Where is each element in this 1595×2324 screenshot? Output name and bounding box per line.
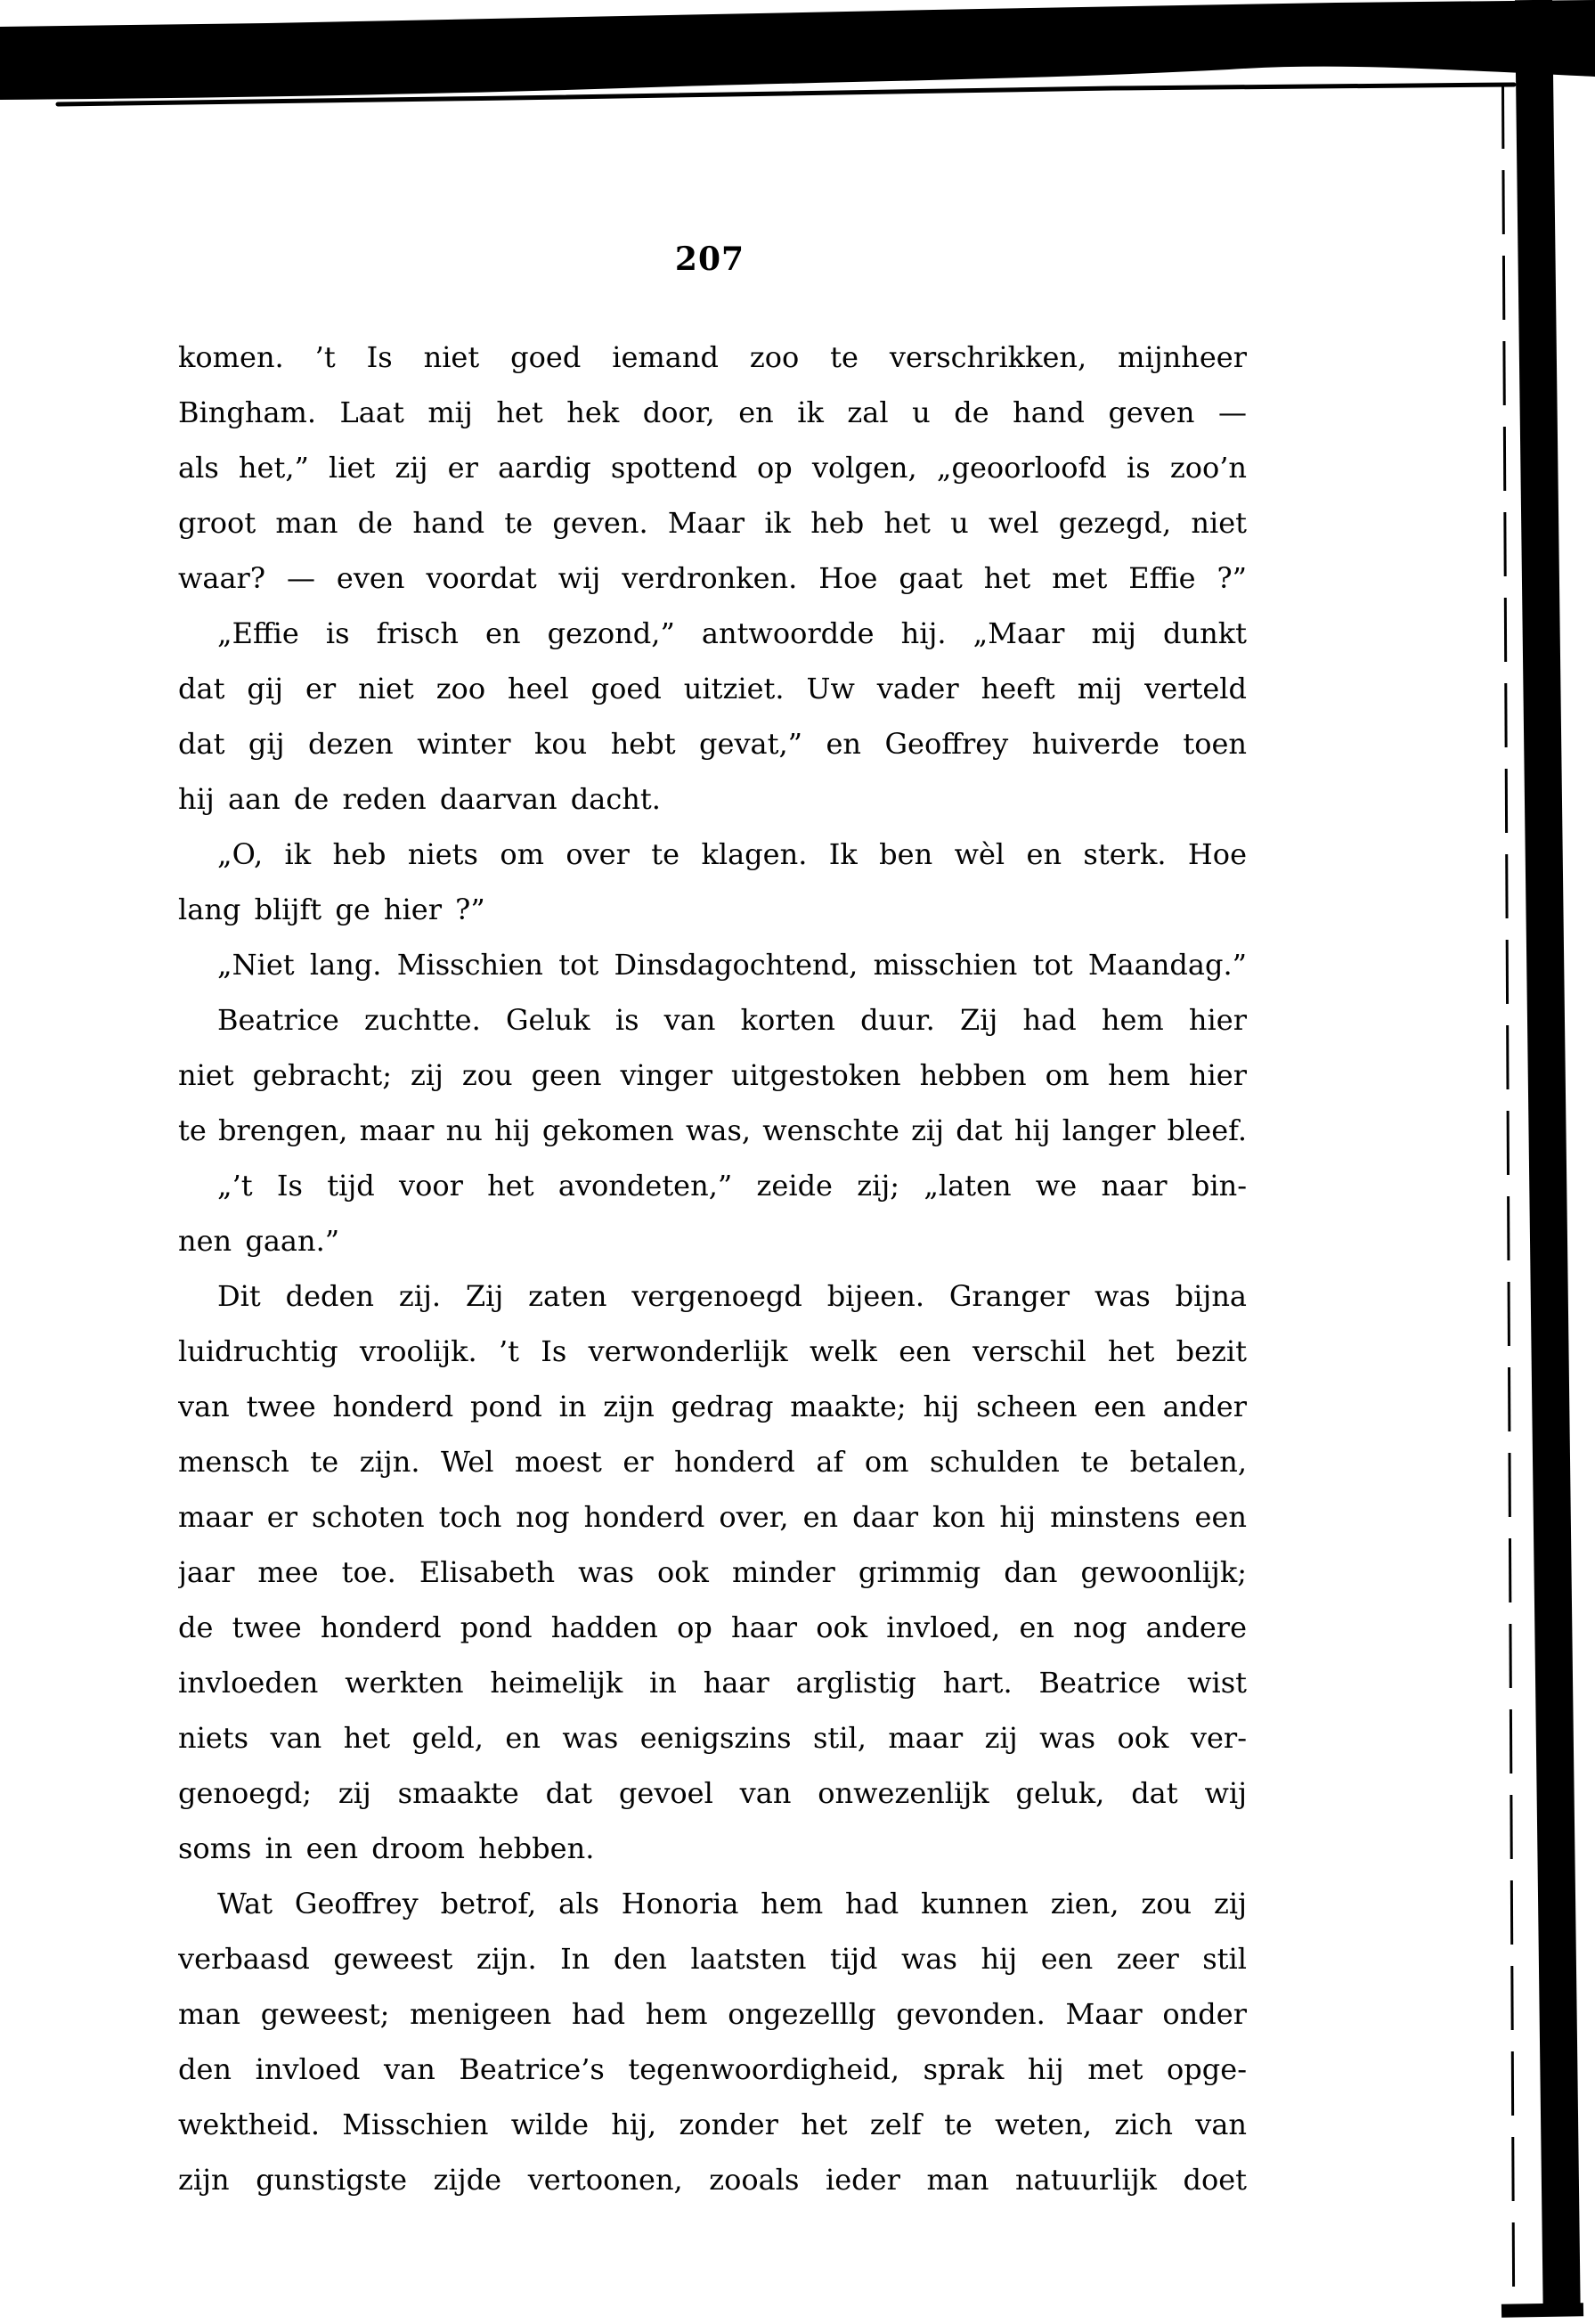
- text-line: waar? — even voordat wij verdronken. Hoe gaat het met Effie ?”: [178, 561, 1247, 595]
- text-line: Bingham. Laat mij het hek door, en ik zal u de hand geven —: [178, 395, 1247, 429]
- text-line: Dit deden zij. Zij zaten vergenoegd bijeen. Granger was bijna: [217, 1279, 1247, 1313]
- text-line: man geweest; menigeen had hem ongezelllg gevonden. Maar onder: [178, 1997, 1247, 2031]
- text-line: luidruchtig vroolijk. ’t Is verwonderlijk welk een verschil het bezit: [178, 1334, 1247, 1368]
- text-line: nen gaan.”: [178, 1224, 340, 1258]
- text-line: mensch te zijn. Wel moest er honderd af om schulden te betalen,: [178, 1445, 1247, 1479]
- text-line: wektheid. Misschien wilde hij, zonder het zelf te weten, zich van: [178, 2108, 1247, 2141]
- text-line: lang blijft ge hier ?”: [178, 893, 485, 926]
- text-line: als het,” liet zij er aardig spottend op volgen, „geoorloofd is zoo’n: [178, 451, 1247, 485]
- text-line: komen. ’t Is niet goed iemand zoo te verschrikken, mijnheer: [178, 340, 1247, 374]
- scan-right-edge-bar: [1515, 0, 1581, 2316]
- text-line: Beatrice zuchtte. Geluk is van korten duur. Zij had hem hier: [217, 1003, 1247, 1037]
- text-line: invloeden werkten heimelijk in haar arglistig hart. Beatrice wist: [178, 1666, 1247, 1700]
- text-line: niets van het geld, en was eenigszins stil, maar zij was ook ver-: [178, 1721, 1247, 1755]
- text-line: groot man de hand te geven. Maar ik heb het u wel gezegd, niet: [178, 506, 1247, 540]
- text-line: hij aan de reden daarvan dacht.: [178, 782, 661, 816]
- text-line: „Effie is frisch en gezond,” antwoordde hij. „Maar mij dunkt: [217, 616, 1247, 650]
- text-line: de twee honderd pond hadden op haar ook invloed, en nog andere: [178, 1610, 1247, 1644]
- text-line: jaar mee toe. Elisabeth was ook minder grimmig dan gewoonlijk;: [178, 1555, 1247, 1589]
- text-line: te brengen, maar nu hij gekomen was, wenschte zij dat hij langer bleef.: [178, 1113, 1247, 1147]
- text-line: verbaasd geweest zijn. In den laatsten tijd was hij een zeer stil: [178, 1942, 1247, 1976]
- text-line: genoegd; zij smaakte dat gevoel van onwezenlijk geluk, dat wij: [178, 1776, 1247, 1810]
- text-line: „O, ik heb niets om over te klagen. Ik ben wèl en sterk. Hoe: [217, 837, 1247, 871]
- page-number: 207: [674, 241, 745, 278]
- text-line: soms in een droom hebben.: [178, 1831, 595, 1865]
- scan-right-thin-line: [1501, 85, 1515, 2307]
- text-line: niet gebracht; zij zou geen vinger uitgestoken hebben om hem hier: [178, 1058, 1247, 1092]
- scan-top-edge-band: [0, 0, 1595, 134]
- text-line: „Niet lang. Misschien tot Dinsdagochtend, misschien tot Maandag.”: [217, 948, 1247, 982]
- text-line: van twee honderd pond in zijn gedrag maakte; hij scheen een ander: [178, 1390, 1247, 1423]
- body-text: [178, 330, 1247, 2207]
- scan-bottom-edge-mark: [1501, 2303, 1583, 2318]
- text-line: dat gij dezen winter kou hebt gevat,” en Geoffrey huiverde toen: [178, 727, 1247, 761]
- text-line: Wat Geoffrey betrof, als Honoria hem had kunnen zien, zou zij: [217, 1887, 1247, 1920]
- text-line: zijn gunstigste zijde vertoonen, zooals ieder man natuurlijk doet: [178, 2163, 1247, 2197]
- text-line: den invloed van Beatrice’s tegenwoordigheid, sprak hij met opge-: [178, 2052, 1247, 2086]
- text-line: maar er schoten toch nog honderd over, en daar kon hij minstens een: [178, 1500, 1247, 1534]
- text-line: dat gij er niet zoo heel goed uitziet. Uw vader heeft mij verteld: [178, 672, 1247, 705]
- text-line: „’t Is tijd voor het avondeten,” zeide zij; „laten we naar bin-: [217, 1169, 1247, 1203]
